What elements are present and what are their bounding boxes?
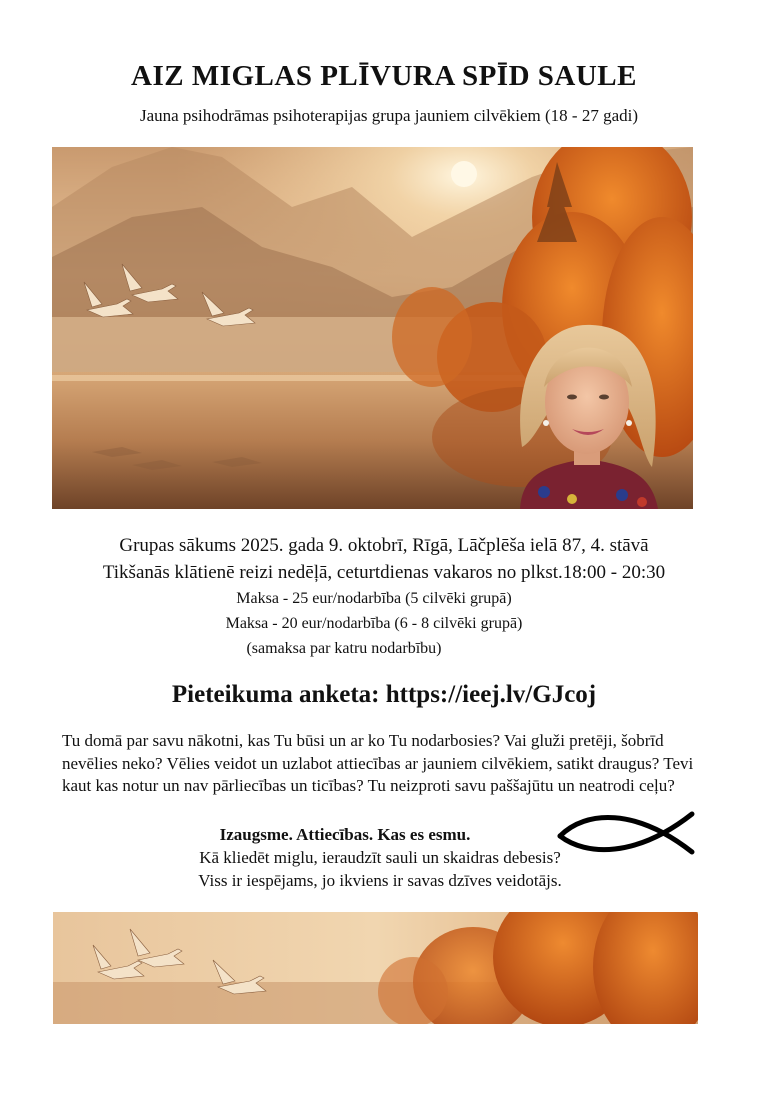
application-link[interactable]: Pieteikuma anketa: https://ieej.lv/GJcoj	[171, 681, 597, 708]
meeting-schedule: Tikšanās klātienē reizi nedēļā, ceturtdienas vakaros no plkst.18:00 - 20:30	[102, 562, 666, 583]
payment-note: (samaksa par katru nodarbību)	[246, 640, 442, 657]
event-details	[0, 532, 768, 661]
price-small-group: Maksa - 25 eur/nodarbība (5 cilvēki grupā)	[236, 590, 512, 607]
poster-subtitle: Jauna psihodrāmas psihoterapijas grupa jauniem cilvēkiem (18 - 27 gadi)	[139, 106, 639, 125]
bottom-banner-image	[53, 912, 698, 1024]
tagline: Izaugsme. Attiecības. Kas es esmu.	[219, 825, 471, 844]
closing-line-2: Viss ir iespējams, jo ikviens ir savas dzīves veidotājs.	[198, 871, 562, 890]
poster-title: AIZ MIGLAS PLĪVURA SPĪD SAULE	[131, 60, 637, 92]
price-large-group: Maksa - 20 eur/nodarbība (6 - 8 cilvēki grupā)	[225, 615, 523, 632]
start-date-location: Grupas sākums 2025. gada 9. oktobrī, Rīgā, Lāčplēša ielā 87, 4. stāvā	[119, 535, 649, 556]
ichthys-fish-icon	[556, 806, 698, 860]
closing-line-1: Kā kliedēt miglu, ieraudzīt sauli un skaidras debesis?	[199, 848, 561, 867]
description-paragraph: Tu domā par savu nākotni, kas Tu būsi un ar ko Tu nodarbosies? Vai gluži pretēji, šobrīd nevēlies neko? Vēlies veidot un uzlabot attiecības ar jauniem cilvēkiem, satikt draugus? Tevi kaut kas notur un nav pārliecības un ticības? Tu neizproti savu paššajūtu un neatrodi ceļu?	[62, 731, 694, 795]
portrait-photo	[520, 325, 658, 509]
hero-image	[52, 147, 693, 509]
